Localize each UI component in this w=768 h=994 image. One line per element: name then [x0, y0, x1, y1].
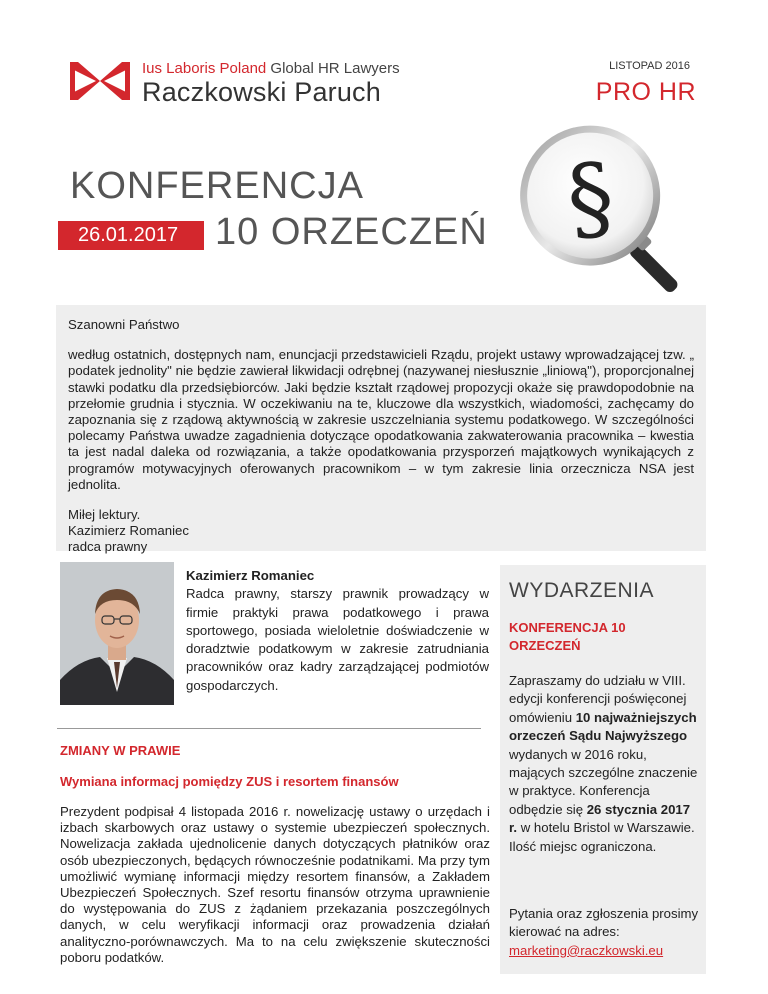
intro-greeting: Szanowni Państwo: [68, 317, 180, 332]
event-contact: [509, 905, 704, 960]
contact-email-link[interactable]: marketing@raczkowski.eu: [509, 942, 664, 958]
event-text-1: Zapraszamy do udziału w VIII. edycji konferencji poświęconej omówieniu: [509, 673, 687, 725]
event-highlight-1: 10 najważniejszych orzeczeń Sądu Najwyższego: [509, 709, 697, 744]
magnifier-paragraph-icon: [514, 122, 704, 310]
event-text-2: wydanych w 2016 roku, mających szczególne znaczenie w praktyce. Konferencja odbędzie się: [509, 746, 698, 817]
conference-subtitle: 10 ORZECZEŃ: [215, 211, 488, 253]
event-title: KONFERENCJA 10 ORZECZEŃ: [509, 620, 626, 653]
event-highlight-date: 26 stycznia 2017 r.: [509, 801, 691, 836]
event-text-3: w hotelu Bristol w Warszawie. Ilość miejsc ograniczona.: [509, 820, 695, 854]
article-body: Prezydent podpisał 4 listopada 2016 r. nowelizację ustawy o urzędach i izbach skarbowych oraz ustawy o systemie ubezpieczeń społecznych. Nowelizacja zakłada ujednolicenie danych dotyczących płatników oraz osób ubezpieczonych, będących równocześnie podatnikami. Ma przy tym umożliwić wymianę informacji między resortem finansów, a Zakładem Ubezpieczeń Społecznych. Szef resortu finansów otrzyma uprawnienie do występowania do ZUS z żądaniem przekazania poszczególnych danych, w celu weryfikacji informacji oraz prowadzenia działań analityczno-porównawczych. Ma to na celu zwiększenie skuteczności poboru podatków.: [60, 804, 490, 965]
events-sidebar: [500, 565, 706, 974]
section-divider: [57, 728, 481, 729]
svg-text:§: §: [562, 142, 618, 254]
section-heading: ZMIANY W PRAWIE: [60, 743, 181, 758]
intro-signature-title: radca prawny: [68, 539, 148, 555]
intro-signature-name: Kazimierz Romaniec: [68, 523, 189, 539]
brand-network-label: Global HR Lawyers: [270, 60, 400, 77]
sidebar-title: WYDARZENIA: [509, 579, 655, 602]
contact-text: Pytania oraz zgłoszenia prosimy kierować na adres:: [509, 906, 699, 940]
author-bio: [186, 567, 489, 695]
newsletter-title: PRO HR: [595, 78, 696, 106]
intro-closing: Miłej lektury.: [68, 507, 141, 523]
author-photo: [60, 562, 174, 705]
brand-network: [142, 60, 400, 77]
brand-firm-name: Raczkowski Paruch: [142, 77, 381, 107]
conference-date-badge: 26.01.2017: [58, 221, 204, 250]
author-bio-text: Radca prawny, starszy prawnik prowadzący w firmie praktyki prawa podatkowego i prawa sportowego, posiada wieloletnie doświadczenie w doradztwie podatkowym w zakresie zatrudniania pracowników oraz kadry zarządzającej podmiotów gospodarczych.: [186, 586, 489, 693]
brand-partner: Ius Laboris Poland: [142, 60, 267, 77]
article-headline: Wymiana informacj pomiędzy ZUS i resortem finansów: [60, 774, 399, 789]
event-description: [509, 672, 699, 856]
issue-date: LISTOPAD 2016: [609, 60, 690, 72]
conference-title: KONFERENCJA: [70, 165, 364, 207]
intro-letter: [56, 305, 706, 555]
author-name: Kazimierz Romaniec: [186, 568, 315, 583]
intro-body: według ostatnich, dostępnych nam, enuncjacji przedstawicieli Rządu, projekt ustawy wprowadzającej tzw. „ podatek jednolity" nie będzie zawierał likwidacji odrębnej (nazywanej niesłusznie „liniową"), proporcjonalnej stawki podatku dla przedsiębiorców. Jaki będzie kształt rządowej propozycji okaże się prawdopodobnie na przełomie grudnia i stycznia. W oczekiwaniu na te, kluczowe dla wszystkich, wiadomości, zachęcamy do zapoznania się z rządową aktywnością w zakresie uszczelniania systemu podatkowego. W szczególności polecamy Państwa uwadze zagadnienia dotyczące opodatkowania zakwaterowania pracownika – kwestia ta jest nadal daleka od rozwiązania, a także opodatkowania przysporzeń majątkowych wynikających z programów motywacyjnych oferowanych pracownikom – w tym zakresie linia orzecznicza NSA jest jednolita.: [68, 347, 694, 492]
firm-logo: [70, 62, 130, 100]
